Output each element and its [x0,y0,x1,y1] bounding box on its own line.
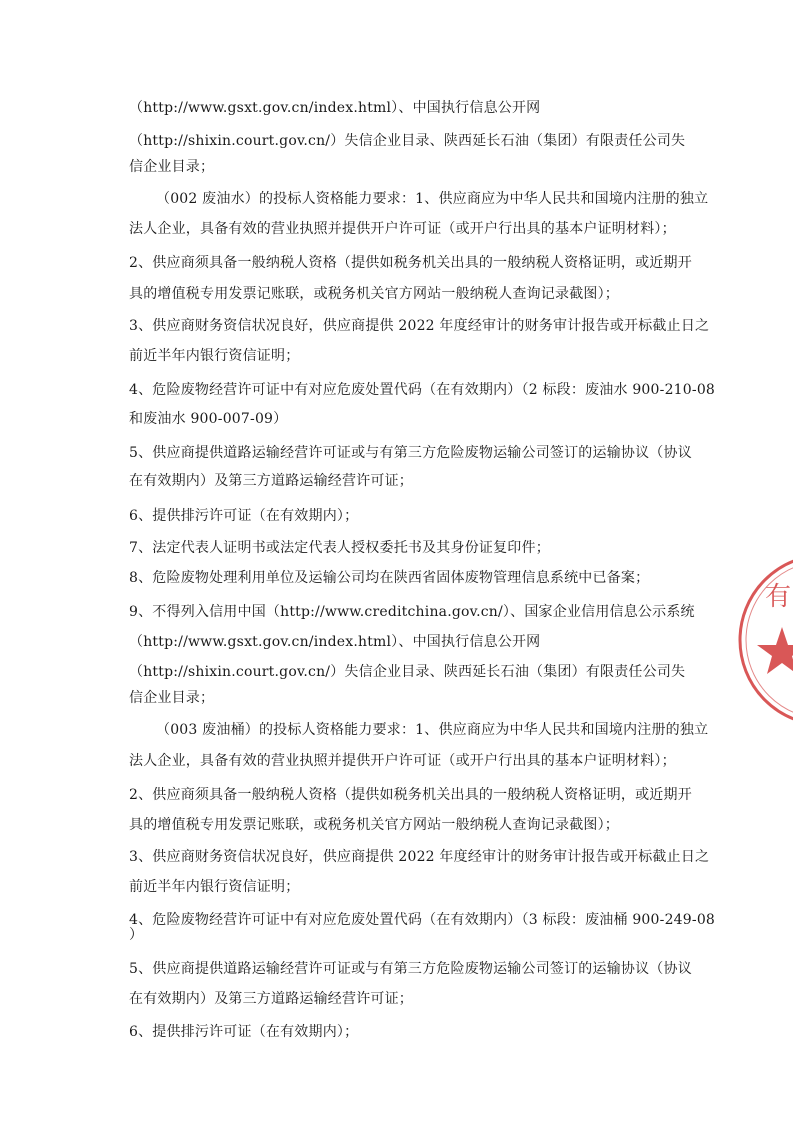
text-line: 信企业目录； [129,159,215,175]
text-line: 3、供应商财务资信状况良好，供应商提供 2022 年度经审计的财务审计报告或开标截止日之 [129,849,710,865]
text-line: 具的增值税专用发票记账联，或税务机关官方网站一般纳税人查询记录截图）； [129,286,619,302]
text-line: 信企业目录； [129,690,215,706]
text-line: 7、法定代表人证明书或法定代表人授权委托书及其身份证复印件； [129,540,550,556]
text-line: 2、供应商须具备一般纳税人资格（提供如税务机关出具的一般纳税人资格证明，或近期开 [129,255,692,271]
text-line: （http://shixin.court.gov.cn/）失信企业目录、陕西延长石油（集团）有限责任公司失 [129,133,686,149]
seal-stamp [735,545,793,735]
text-line: 在有效期内）及第三方道路运输经营许可证； [129,473,413,489]
text-line: 4、危险废物经营许可证中有对应危废处置代码（在有效期内）（2 标段：废油水 900-210-08 [129,382,716,398]
text-line: 5、供应商提供道路运输经营许可证或与有第三方危险废物运输公司签订的运输协议（协议 [129,445,692,461]
text-line: 具的增值税专用发票记账联，或税务机关官方网站一般纳税人查询记录截图）； [129,817,619,833]
text-line: （http://www.gsxt.gov.cn/index.html）、中国执行信息公开网 [129,634,541,650]
text-line: （http://www.gsxt.gov.cn/index.html）、中国执行信息公开网 [129,100,541,116]
text-line: 在有效期内）及第三方道路运输经营许可证； [129,991,413,1007]
text-line: ） [129,927,144,943]
text-line: 4、危险废物经营许可证中有对应危废处置代码（在有效期内）（3 标段：废油桶 900-249-08 [129,912,716,928]
text-line: 3、供应商财务资信状况良好，供应商提供 2022 年度经审计的财务审计报告或开标截止日之 [129,318,710,334]
text-line: 2、供应商须具备一般纳税人资格（提供如税务机关出具的一般纳税人资格证明，或近期开 [129,787,692,803]
text-line: 和废油水 900-007-09） [129,411,288,427]
text-line: 8、危险废物处理利用单位及运输公司均在陕西省固体废物管理信息系统中已备案； [129,570,650,586]
text-line: （002 废油水）的投标人资格能力要求：1、供应商应为中华人民共和国境内注册的独立 [156,191,709,207]
text-line: 法人企业，具备有效的营业执照并提供开户许可证（或开户行出具的基本户证明材料）； [129,753,676,769]
text-line: （003 废油桶）的投标人资格能力要求：1、供应商应为中华人民共和国境内注册的独立 [156,722,709,738]
text-line: 前近半年内银行资信证明； [129,348,300,364]
seal-stamp-graphic [735,545,793,735]
text-line: 法人企业，具备有效的营业执照并提供开户许可证（或开户行出具的基本户证明材料）； [129,221,676,237]
text-line: （http://shixin.court.gov.cn/）失信企业目录、陕西延长石油（集团）有限责任公司失 [129,664,686,680]
seal-character: 有 [765,582,792,611]
text-line: 9、不得列入信用中国（http://www.creditchina.gov.cn/）、国家企业信用信息公示系统 [129,604,695,620]
text-line: 6、提供排污许可证（在有效期内）； [129,1024,359,1040]
text-line: 6、提供排污许可证（在有效期内）； [129,508,359,524]
text-line: 5、供应商提供道路运输经营许可证或与有第三方危险废物运输公司签订的运输协议（协议 [129,961,692,977]
text-line: 前近半年内银行资信证明； [129,879,300,895]
